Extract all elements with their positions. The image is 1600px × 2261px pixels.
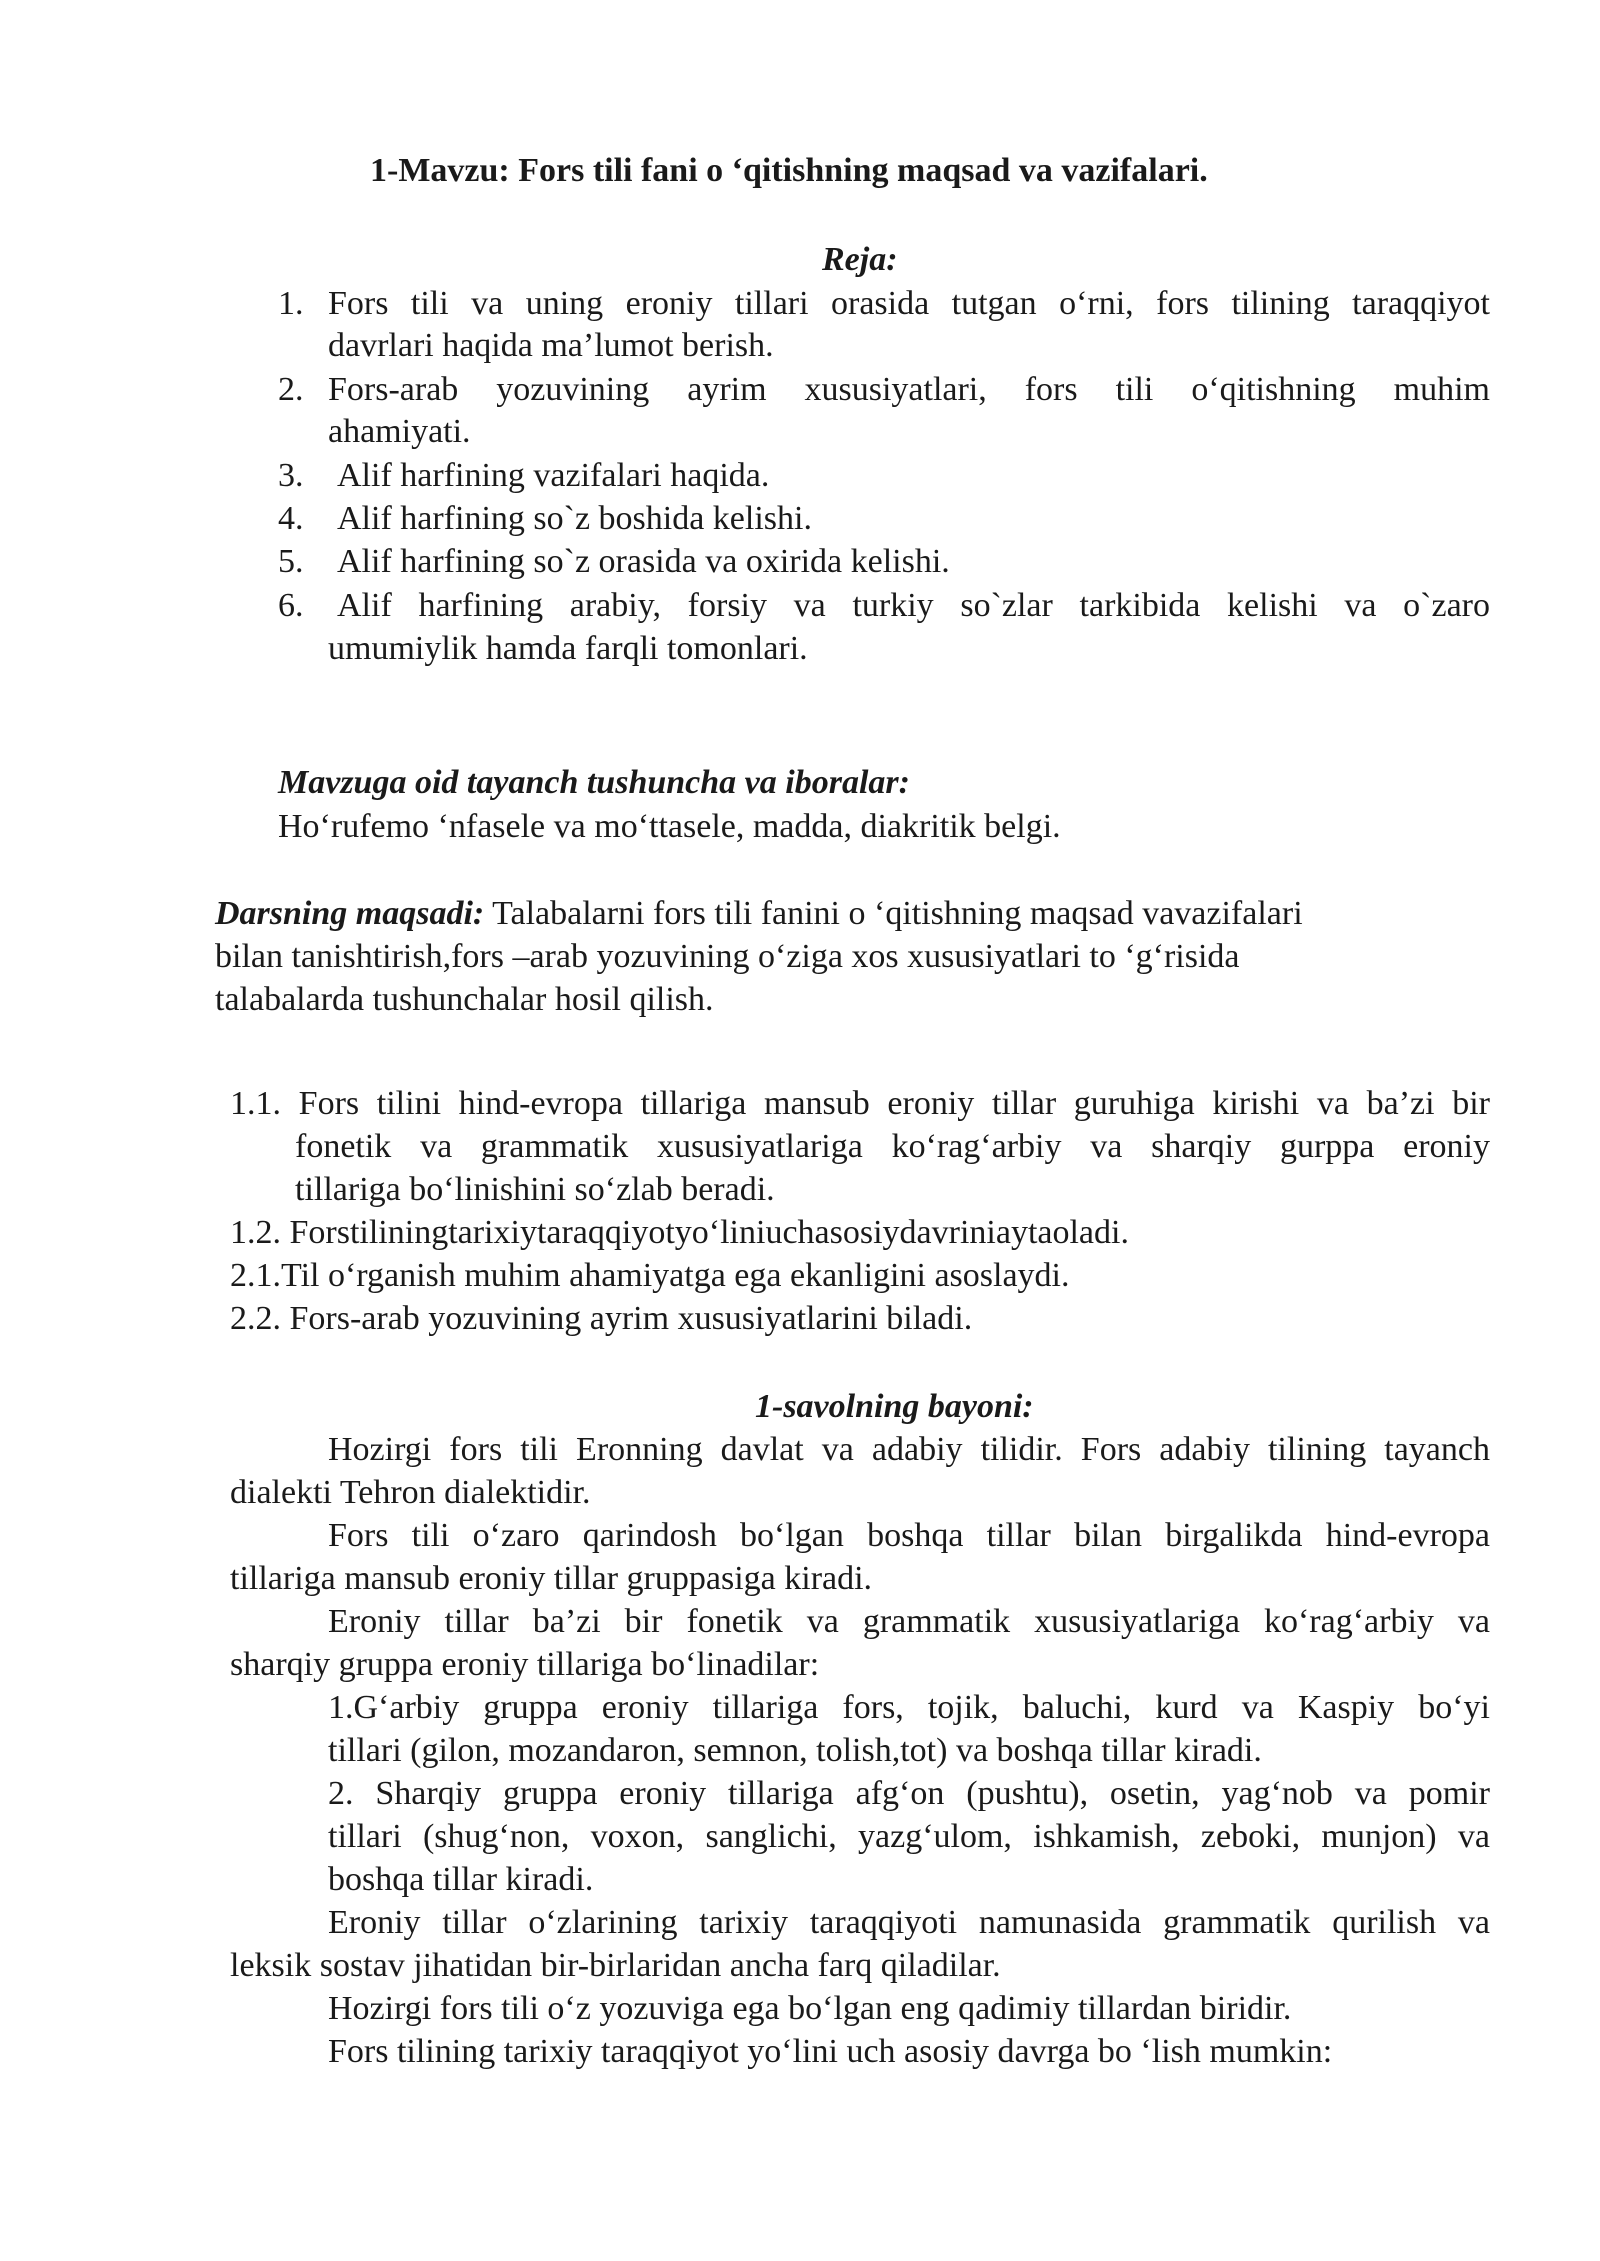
goal-first-line <box>215 893 1303 935</box>
paragraph-line: tillari (gilon, mozandaron, semnon, tolish,tot) va boshqa tillar kiradi. <box>328 1732 1262 1769</box>
goal-text: talabalarda tushunchalar hosil qilish. <box>215 981 714 1018</box>
key-terms-heading: Mavzuga oid tayanch tushuncha va iboralar: <box>278 764 910 801</box>
document-title: 1-Mavzu: Fors tili fani o ‘qitishning maqsad va vazifalari. <box>370 152 1208 189</box>
plan-item-text: Alif harfining arabiy, forsiy va turkiy so`zlar tarkibida kelishi va o`zaro <box>337 587 1490 624</box>
outcome-item: 2.2. Fors-arab yozuvining ayrim xususiyatlarini biladi. <box>230 1300 973 1337</box>
outcome-item: 2.1.Til o‘rganish muhim ahamiyatga ega ekanligini asoslaydi. <box>230 1257 1070 1294</box>
plan-item-text: Fors tili va uning eroniy tillari orasida tutgan o‘rni, fors tilining taraqqiyot <box>328 285 1490 322</box>
outcome-item: 1.2. Forstiliningtarixiytaraqqiyotyo‘liniuchasosiydavriniaytaoladi. <box>230 1214 1129 1251</box>
paragraph-line: Eroniy tillar ba’zi bir fonetik va grammatik xususiyatlariga ko‘rag‘arbiy va <box>328 1603 1490 1640</box>
paragraph-line: tillari (shug‘non, voxon, sanglichi, yazg‘ulom, ishkamish, zeboki, munjon) va <box>328 1818 1490 1855</box>
plan-item-text: Fors-arab yozuvining ayrim xususiyatlari, fors tili o‘qitishning muhim <box>328 371 1490 408</box>
plan-item-number: 6. <box>278 587 304 624</box>
plan-item-number: 4. <box>278 500 304 537</box>
paragraph-line: leksik sostav jihatidan bir-birlaridan ancha farq qiladilar. <box>230 1947 1001 1984</box>
paragraph-line: Fors tilining tarixiy taraqqiyot yo‘lini uch asosiy davrga bo ‘lish mumkin: <box>328 2033 1333 2070</box>
plan-item-number: 5. <box>278 543 304 580</box>
paragraph-line: Eroniy tillar o‘zlarining tarixiy taraqqiyoti namunasida grammatik qurilish va <box>328 1904 1490 1941</box>
paragraph-line: Fors tili o‘zaro qarindosh bo‘lgan boshqa tillar bilan birgalikda hind-evropa <box>328 1517 1490 1554</box>
plan-item-text: Alif harfining vazifalari haqida. <box>337 457 770 494</box>
plan-item-text: Alif harfining so`z orasida va oxirida kelishi. <box>337 543 950 580</box>
plan-item-text: davrlari haqida ma’lumot berish. <box>328 327 774 364</box>
paragraph-line: dialekti Tehron dialektidir. <box>230 1474 591 1511</box>
paragraph-line: Hozirgi fors tili Eronning davlat va adabiy tilidir. Fors adabiy tilining tayanch <box>328 1431 1490 1468</box>
plan-item-text: ahamiyati. <box>328 413 471 450</box>
plan-item-text: Alif harfining so`z boshida kelishi. <box>337 500 812 537</box>
outcome-item: 1.1. Fors tilini hind-evropa tillariga mansub eroniy tillar guruhiga kirishi va ba’zi bir <box>230 1085 1490 1122</box>
outcome-item: fonetik va grammatik xususiyatlariga ko‘rag‘arbiy va sharqiy gurppa eroniy <box>295 1128 1490 1165</box>
plan-item-text: umumiylik hamda farqli tomonlari. <box>328 630 808 667</box>
paragraph-line: 1.G‘arbiy gruppa eroniy tillariga fors, tojik, baluchi, kurd va Kaspiy bo‘yi <box>328 1689 1490 1726</box>
goal-text: Talabalarni fors tili fanini o ‘qitishning maqsad vavazifalari <box>484 895 1303 932</box>
key-terms-text: Ho‘rufemo ‘nfasele va mo‘ttasele, madda, diakritik belgi. <box>278 808 1061 845</box>
paragraph-line: Hozirgi fors tili o‘z yozuviga ega bo‘lgan eng qadimiy tillardan biridir. <box>328 1990 1292 2027</box>
goal-label: Darsning maqsadi: <box>215 895 485 932</box>
plan-item-number: 3. <box>278 457 304 494</box>
paragraph-line: sharqiy gruppa eroniy tillariga bo‘linadilar: <box>230 1646 820 1683</box>
outcome-item: tillariga bo‘linishini so‘zlab beradi. <box>295 1171 775 1208</box>
plan-heading: Reja: <box>822 241 898 278</box>
paragraph-line: 2. Sharqiy gruppa eroniy tillariga afg‘on (pushtu), osetin, yag‘nob va pomir <box>328 1775 1490 1812</box>
plan-item-number: 2. <box>278 371 304 408</box>
goal-text: bilan tanishtirish,fors –arab yozuvining o‘ziga xos xususiyatlari to ‘g‘risida <box>215 938 1240 975</box>
paragraph-line: boshqa tillar kiradi. <box>328 1861 594 1898</box>
paragraph-line: tillariga mansub eroniy tillar gruppasiga kiradi. <box>230 1560 873 1597</box>
plan-item-number: 1. <box>278 285 304 322</box>
section-heading: 1-savolning bayoni: <box>755 1388 1034 1425</box>
